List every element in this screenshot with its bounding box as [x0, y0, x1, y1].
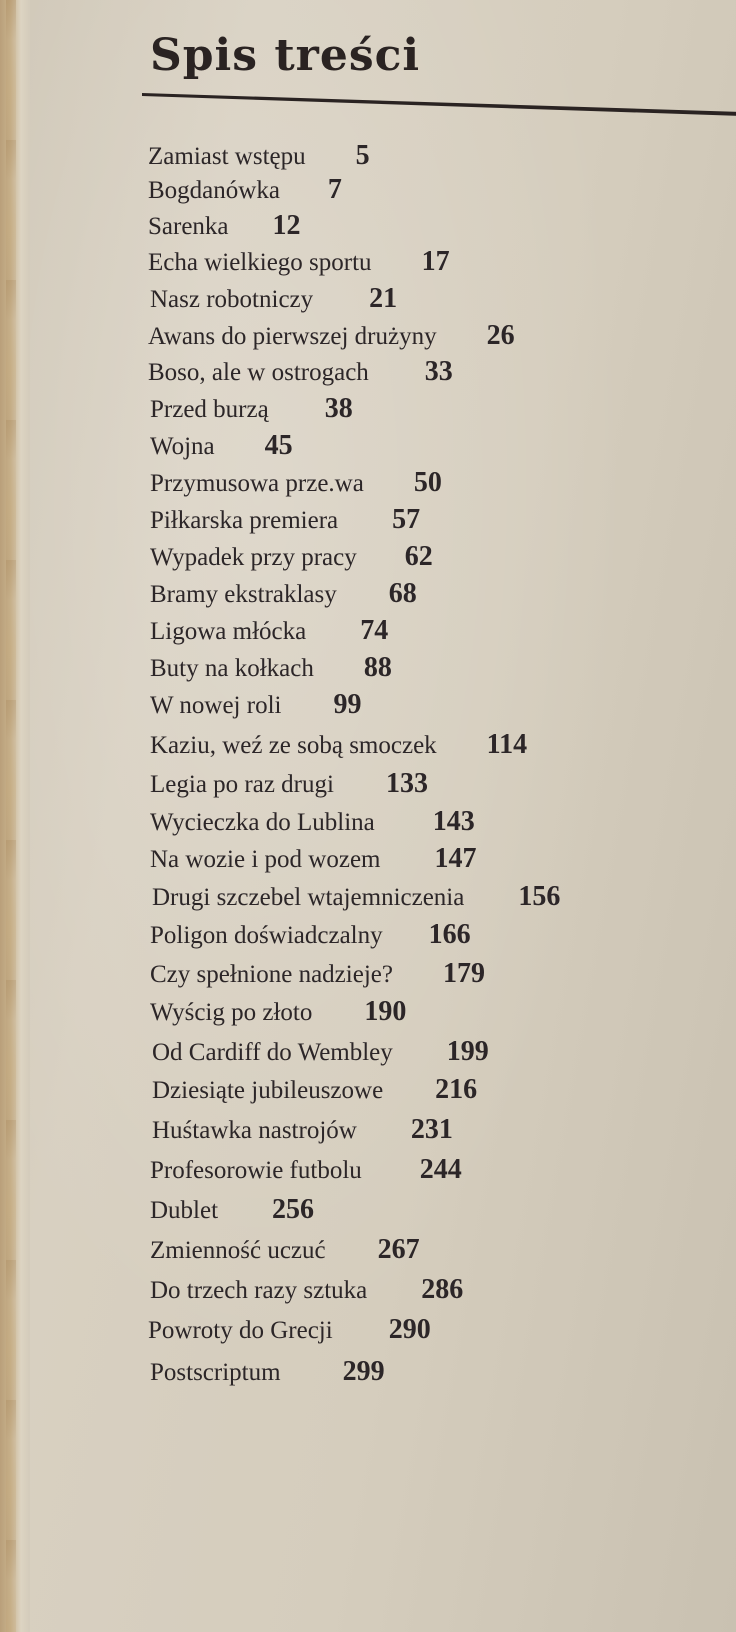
toc-entry-title: Bogdanówka: [148, 177, 280, 204]
toc-entry-page-number: 5: [355, 140, 370, 171]
toc-entry: [150, 580, 417, 608]
toc-entry-page-number: 290: [388, 1314, 431, 1345]
toc-entry-page-number: 57: [392, 504, 421, 535]
toc-entry-page-number: 179: [442, 958, 485, 989]
toc-entry: [150, 1236, 420, 1264]
toc-entry-page-number: 21: [369, 283, 398, 314]
toc-entry: [150, 395, 353, 423]
toc-entry: [150, 506, 420, 534]
toc-entry: [150, 1156, 462, 1184]
toc-entry: [150, 808, 475, 836]
toc-entry-page-number: 88: [363, 652, 392, 683]
toc-entry-page-number: 216: [435, 1074, 478, 1105]
toc-entry-title: Od Cardiff do Wembley: [152, 1039, 393, 1066]
toc-entry-page-number: 231: [410, 1114, 453, 1145]
toc-entry-page-number: 68: [388, 578, 417, 609]
toc-entry-page-number: 244: [419, 1154, 462, 1185]
toc-entry-title: Wyścig po złoto: [150, 999, 313, 1026]
toc-entry-title: Zamiast wstępu: [148, 143, 306, 170]
toc-entry-title: Wycieczka do Lublina: [150, 809, 375, 836]
toc-entry-title: Dziesiąte jubileuszowe: [152, 1077, 384, 1104]
toc-entry-page-number: 62: [404, 541, 433, 572]
toc-entry: [150, 845, 476, 873]
toc-entry-title: Czy spełnione nadzieje?: [150, 961, 393, 988]
toc-entry-title: Drugi szczebel wtajemniczenia: [152, 884, 465, 911]
toc-entry: [150, 1276, 463, 1304]
toc-entry-title: Legia po raz drugi: [150, 771, 334, 798]
toc-entry-page-number: 147: [434, 843, 477, 874]
toc-entry-page-number: 17: [421, 246, 450, 277]
toc-entry-page-number: 133: [385, 768, 428, 799]
toc-entry-title: Awans do pierwszej drużyny: [148, 323, 437, 350]
toc-entry-title: Zmienność uczuć: [150, 1237, 326, 1264]
toc-entry: [148, 142, 370, 170]
toc-entry-page-number: 156: [518, 881, 561, 912]
toc-entry-page-number: 33: [424, 356, 453, 387]
toc-entry: [150, 960, 485, 988]
toc-entry-page-number: 50: [413, 467, 442, 498]
toc-entry: [150, 432, 293, 460]
toc-entry: [150, 691, 361, 719]
toc-entry: [148, 248, 450, 276]
toc-entry-title: Na wozie i pod wozem: [150, 846, 381, 873]
toc-entry-title: Postscriptum: [150, 1359, 281, 1386]
toc-entry: [152, 1116, 453, 1144]
toc-entry: [152, 1038, 489, 1066]
toc-entry: [148, 1316, 431, 1344]
toc-entry-title: Poligon doświadczalny: [150, 922, 383, 949]
toc-entry-title: Bramy ekstraklasy: [150, 581, 337, 608]
toc-entry-title: Boso, ale w ostrogach: [148, 359, 369, 386]
toc-entry: [150, 469, 442, 497]
toc-entry-title: Sarenka: [148, 213, 229, 240]
toc-entry-title: Dublet: [150, 1197, 219, 1224]
toc-entry-page-number: 143: [432, 806, 475, 837]
toc-entry: [148, 322, 515, 350]
toc-entry: [148, 176, 342, 204]
toc-entry-page-number: 256: [272, 1194, 315, 1225]
toc-entry-page-number: 166: [428, 919, 471, 950]
toc-entry-page-number: 299: [342, 1356, 385, 1387]
toc-entry-title: Wojna: [150, 433, 215, 460]
toc-entry-title: Ligowa młócka: [150, 618, 307, 645]
toc-entry: [152, 1076, 477, 1104]
toc-entry-page-number: 38: [324, 393, 353, 424]
toc-entry-page-number: 267: [377, 1234, 420, 1265]
toc-entry-page-number: 74: [360, 615, 389, 646]
toc-entry-title: Buty na kołkach: [150, 655, 314, 682]
toc-entry-page-number: 286: [421, 1274, 464, 1305]
toc-entry: [148, 358, 453, 386]
toc-entry: [150, 543, 433, 571]
toc-entry: [150, 617, 388, 645]
toc-entry-title: Przed burzą: [150, 396, 269, 423]
toc-entry-title: Wypadek przy pracy: [150, 544, 357, 571]
toc-entry-page-number: 7: [327, 174, 342, 205]
toc-entry: [150, 1358, 385, 1386]
toc-entry-page-number: 45: [264, 430, 293, 461]
toc-entry-title: Nasz robotniczy: [150, 286, 314, 313]
toc-entry: [150, 998, 406, 1026]
toc-entry-page-number: 99: [333, 689, 362, 720]
page-title: Spis treści: [150, 30, 421, 81]
toc-entry-page-number: 114: [486, 729, 528, 760]
toc-entry: [150, 770, 428, 798]
toc-entry-title: Huśtawka nastrojów: [152, 1117, 357, 1144]
toc-entry-title: Przymusowa prze.wa: [150, 470, 364, 497]
toc-entry-title: Piłkarska premiera: [150, 507, 339, 534]
toc-entry: [150, 285, 397, 313]
toc-entry: [148, 212, 301, 240]
toc-entry: [150, 921, 471, 949]
toc-entry-title: Kaziu, weź ze sobą smoczek: [150, 732, 437, 759]
toc-entry: [150, 654, 392, 682]
toc-entry-title: Echa wielkiego sportu: [148, 249, 372, 276]
toc-entry-page-number: 26: [486, 320, 515, 351]
toc-entry-title: Powroty do Grecji: [148, 1317, 333, 1344]
toc-entry-title: Do trzech razy sztuka: [150, 1277, 368, 1304]
toc-entry-title: Profesorowie futbolu: [150, 1157, 362, 1184]
toc-entry-page-number: 199: [446, 1036, 489, 1067]
toc-entry: [150, 1196, 314, 1224]
toc-entry: [150, 731, 527, 759]
toc-entry-page-number: 12: [272, 210, 301, 241]
toc-entry-title: W nowej roli: [150, 692, 282, 719]
toc-entry-page-number: 190: [364, 996, 407, 1027]
toc-entry: [152, 883, 560, 911]
